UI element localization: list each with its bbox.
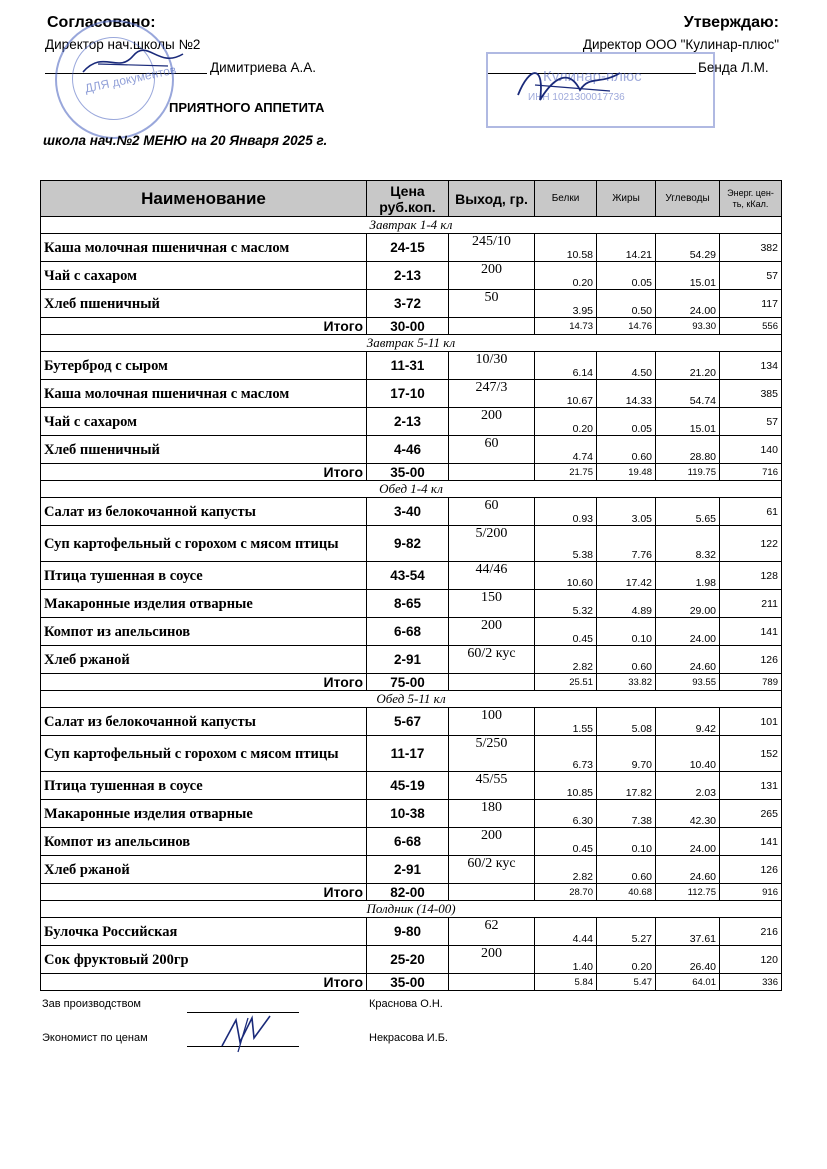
stamp-text: ДЛЯ документов xyxy=(83,62,178,96)
dish-carbs: 24.00 xyxy=(656,618,720,646)
table-row xyxy=(41,590,782,618)
total-price: 35-00 xyxy=(367,974,449,991)
total-protein: 28.70 xyxy=(535,884,597,901)
dish-fat: 9.70 xyxy=(597,736,656,772)
dish-energy: 152 xyxy=(720,736,782,772)
dish-fat: 0.20 xyxy=(597,946,656,974)
dish-carbs: 54.74 xyxy=(656,380,720,408)
table-row xyxy=(41,918,782,946)
economist-signature xyxy=(218,1012,278,1054)
total-protein: 21.75 xyxy=(535,464,597,481)
dish-energy: 385 xyxy=(720,380,782,408)
dish-energy: 211 xyxy=(720,590,782,618)
section-header-row xyxy=(41,691,782,708)
total-output-empty xyxy=(449,884,535,901)
total-price: 82-00 xyxy=(367,884,449,901)
dish-name: Салат из белокочанной капусты xyxy=(41,498,367,526)
dish-fat: 14.33 xyxy=(597,380,656,408)
total-price: 30-00 xyxy=(367,318,449,335)
dish-name: Булочка Российская xyxy=(41,918,367,946)
dish-fat: 0.05 xyxy=(597,408,656,436)
header-protein: Белки xyxy=(535,181,597,217)
dish-carbs: 26.40 xyxy=(656,946,720,974)
dish-carbs: 15.01 xyxy=(656,262,720,290)
dish-output: 180 xyxy=(449,800,535,828)
dish-name: Компот из апельсинов xyxy=(41,618,367,646)
section-header-row xyxy=(41,481,782,498)
total-label: Итого xyxy=(41,318,367,335)
dish-energy: 117 xyxy=(720,290,782,318)
dish-protein: 6.30 xyxy=(535,800,597,828)
dish-name: Хлеб ржаной xyxy=(41,856,367,884)
dish-energy: 126 xyxy=(720,646,782,674)
table-row xyxy=(41,800,782,828)
dish-energy: 101 xyxy=(720,708,782,736)
dish-fat: 0.60 xyxy=(597,646,656,674)
footer-name-production: Краснова О.Н. xyxy=(369,998,443,1010)
dish-carbs: 15.01 xyxy=(656,408,720,436)
total-output-empty xyxy=(449,318,535,335)
menu-table xyxy=(40,180,782,991)
dish-price: 9-80 xyxy=(367,918,449,946)
header-energy: Энерг. цен-ть, кКал. xyxy=(720,181,782,217)
dish-name: Хлеб пшеничный xyxy=(41,290,367,318)
table-row xyxy=(41,526,782,562)
dish-carbs: 42.30 xyxy=(656,800,720,828)
dish-price: 24-15 xyxy=(367,234,449,262)
director-signature xyxy=(78,44,188,84)
dish-carbs: 10.40 xyxy=(656,736,720,772)
approval-right-position: Директор ООО "Кулинар-плюс" xyxy=(582,37,779,52)
dish-output: 5/200 xyxy=(449,526,535,562)
dish-carbs: 24.00 xyxy=(656,828,720,856)
dish-fat: 3.05 xyxy=(597,498,656,526)
dish-energy: 120 xyxy=(720,946,782,974)
dish-price: 5-67 xyxy=(367,708,449,736)
dish-fat: 17.42 xyxy=(597,562,656,590)
table-row xyxy=(41,736,782,772)
table-row xyxy=(41,646,782,674)
total-output-empty xyxy=(449,674,535,691)
total-carbs: 93.55 xyxy=(656,674,720,691)
dish-price: 17-10 xyxy=(367,380,449,408)
header-output: Выход, гр. xyxy=(449,181,535,217)
dish-carbs: 1.98 xyxy=(656,562,720,590)
total-row xyxy=(41,464,782,481)
dish-price: 2-13 xyxy=(367,262,449,290)
dish-price: 43-54 xyxy=(367,562,449,590)
table-row xyxy=(41,408,782,436)
dish-carbs: 37.61 xyxy=(656,918,720,946)
dish-protein: 1.55 xyxy=(535,708,597,736)
dish-name: Птица тушенная в соусе xyxy=(41,772,367,800)
dish-fat: 0.50 xyxy=(597,290,656,318)
dish-output: 245/10 xyxy=(449,234,535,262)
dish-name: Макаронные изделия отварные xyxy=(41,590,367,618)
approval-left-position: Директор нач.школы №2 xyxy=(45,37,201,52)
dish-fat: 0.10 xyxy=(597,618,656,646)
dish-energy: 57 xyxy=(720,408,782,436)
dish-fat: 7.76 xyxy=(597,526,656,562)
table-row xyxy=(41,562,782,590)
total-label: Итого xyxy=(41,464,367,481)
total-label: Итого xyxy=(41,884,367,901)
dish-carbs: 54.29 xyxy=(656,234,720,262)
total-protein: 14.73 xyxy=(535,318,597,335)
dish-protein: 0.45 xyxy=(535,618,597,646)
table-row xyxy=(41,828,782,856)
total-fat: 40.68 xyxy=(597,884,656,901)
dish-fat: 7.38 xyxy=(597,800,656,828)
total-carbs: 119.75 xyxy=(656,464,720,481)
dish-carbs: 5.65 xyxy=(656,498,720,526)
dish-name: Чай с сахаром xyxy=(41,408,367,436)
dish-output: 60 xyxy=(449,498,535,526)
section-title: Завтрак 5-11 кл xyxy=(41,335,782,352)
table-row xyxy=(41,946,782,974)
dish-name: Чай с сахаром xyxy=(41,262,367,290)
dish-fat: 0.10 xyxy=(597,828,656,856)
dish-price: 10-38 xyxy=(367,800,449,828)
total-price: 35-00 xyxy=(367,464,449,481)
dish-output: 60/2 кус xyxy=(449,856,535,884)
total-carbs: 64.01 xyxy=(656,974,720,991)
footer-name-economist: Некрасова И.Б. xyxy=(369,1032,448,1044)
header-price: Цена руб.коп. xyxy=(367,181,449,217)
dish-output: 45/55 xyxy=(449,772,535,800)
dish-name: Птица тушенная в соусе xyxy=(41,562,367,590)
table-row xyxy=(41,498,782,526)
approval-left-name: Димитриева А.А. xyxy=(210,60,317,75)
total-row xyxy=(41,974,782,991)
dish-price: 8-65 xyxy=(367,590,449,618)
total-row xyxy=(41,674,782,691)
dish-price: 11-31 xyxy=(367,352,449,380)
section-header-row xyxy=(41,901,782,918)
table-row xyxy=(41,708,782,736)
dish-energy: 134 xyxy=(720,352,782,380)
dish-name: Компот из апельсинов xyxy=(41,828,367,856)
dish-output: 60 xyxy=(449,436,535,464)
table-row xyxy=(41,436,782,464)
dish-protein: 5.32 xyxy=(535,590,597,618)
dish-energy: 57 xyxy=(720,262,782,290)
total-energy: 556 xyxy=(720,318,782,335)
dish-energy: 382 xyxy=(720,234,782,262)
dish-fat: 4.89 xyxy=(597,590,656,618)
dish-price: 25-20 xyxy=(367,946,449,974)
dish-protein: 0.93 xyxy=(535,498,597,526)
total-row xyxy=(41,884,782,901)
dish-energy: 141 xyxy=(720,828,782,856)
header-name: Наименование xyxy=(41,181,367,217)
dish-protein: 2.82 xyxy=(535,646,597,674)
total-label: Итого xyxy=(41,974,367,991)
dish-protein: 4.44 xyxy=(535,918,597,946)
dish-protein: 0.20 xyxy=(535,262,597,290)
section-title: Завтрак 1-4 кл xyxy=(41,217,782,234)
dish-carbs: 21.20 xyxy=(656,352,720,380)
dish-output: 200 xyxy=(449,408,535,436)
table-row xyxy=(41,234,782,262)
total-row xyxy=(41,318,782,335)
table-row xyxy=(41,618,782,646)
dish-output: 200 xyxy=(449,946,535,974)
dish-carbs: 24.60 xyxy=(656,856,720,884)
document-subtitle: школа нач.№2 МЕНЮ на 20 Января 2025 г. xyxy=(43,133,328,148)
dish-protein: 4.74 xyxy=(535,436,597,464)
dish-protein: 6.14 xyxy=(535,352,597,380)
dish-price: 4-46 xyxy=(367,436,449,464)
dish-fat: 14.21 xyxy=(597,234,656,262)
dish-price: 2-13 xyxy=(367,408,449,436)
footer-role-economist: Экономист по ценам xyxy=(42,1032,148,1044)
header-carbs: Углеводы xyxy=(656,181,720,217)
dish-energy: 61 xyxy=(720,498,782,526)
dish-output: 150 xyxy=(449,590,535,618)
section-title: Полдник (14-00) xyxy=(41,901,782,918)
table-row xyxy=(41,856,782,884)
dish-name: Суп картофельный с горохом с мясом птицы xyxy=(41,736,367,772)
approval-right-title: Утверждаю: xyxy=(683,14,779,31)
dish-output: 200 xyxy=(449,618,535,646)
dish-protein: 10.60 xyxy=(535,562,597,590)
dish-output: 200 xyxy=(449,828,535,856)
dish-output: 247/3 xyxy=(449,380,535,408)
dish-price: 9-82 xyxy=(367,526,449,562)
dish-protein: 2.82 xyxy=(535,856,597,884)
dish-price: 6-68 xyxy=(367,828,449,856)
total-energy: 336 xyxy=(720,974,782,991)
company-director-signature xyxy=(510,55,630,115)
total-label: Итого xyxy=(41,674,367,691)
dish-protein: 10.58 xyxy=(535,234,597,262)
section-header-row xyxy=(41,217,782,234)
dish-price: 11-17 xyxy=(367,736,449,772)
dish-carbs: 24.00 xyxy=(656,290,720,318)
dish-energy: 265 xyxy=(720,800,782,828)
total-protein: 5.84 xyxy=(535,974,597,991)
dish-price: 45-19 xyxy=(367,772,449,800)
dish-energy: 131 xyxy=(720,772,782,800)
dish-price: 2-91 xyxy=(367,646,449,674)
total-fat: 14.76 xyxy=(597,318,656,335)
company-stamp-name: Кулинар-плюс xyxy=(543,68,642,85)
section-title: Обед 1-4 кл xyxy=(41,481,782,498)
dish-energy: 140 xyxy=(720,436,782,464)
dish-output: 200 xyxy=(449,262,535,290)
section-header-row xyxy=(41,335,782,352)
dish-output: 60/2 кус xyxy=(449,646,535,674)
dish-protein: 0.45 xyxy=(535,828,597,856)
table-row xyxy=(41,352,782,380)
total-carbs: 112.75 xyxy=(656,884,720,901)
dish-fat: 5.27 xyxy=(597,918,656,946)
dish-fat: 0.60 xyxy=(597,856,656,884)
header-fat: Жиры xyxy=(597,181,656,217)
dish-energy: 128 xyxy=(720,562,782,590)
table-row xyxy=(41,262,782,290)
dish-price: 2-91 xyxy=(367,856,449,884)
total-energy: 916 xyxy=(720,884,782,901)
table-row xyxy=(41,380,782,408)
dish-carbs: 29.00 xyxy=(656,590,720,618)
dish-protein: 6.73 xyxy=(535,736,597,772)
table-header-row xyxy=(41,181,782,217)
section-title: Обед 5-11 кл xyxy=(41,691,782,708)
total-fat: 5.47 xyxy=(597,974,656,991)
dish-output: 100 xyxy=(449,708,535,736)
footer-role-production: Зав производством xyxy=(42,998,141,1010)
total-fat: 33.82 xyxy=(597,674,656,691)
dish-name: Каша молочная пшеничная с маслом xyxy=(41,380,367,408)
dish-output: 44/46 xyxy=(449,562,535,590)
menu-body xyxy=(41,217,782,991)
dish-output: 5/250 xyxy=(449,736,535,772)
dish-protein: 1.40 xyxy=(535,946,597,974)
approval-right-name: Бенда Л.М. xyxy=(698,60,769,75)
table-row xyxy=(41,772,782,800)
dish-carbs: 8.32 xyxy=(656,526,720,562)
dish-energy: 122 xyxy=(720,526,782,562)
dish-protein: 5.38 xyxy=(535,526,597,562)
dish-fat: 4.50 xyxy=(597,352,656,380)
dish-protein: 0.20 xyxy=(535,408,597,436)
company-stamp-inn: ИНН 1021300017736 xyxy=(528,92,625,103)
dish-carbs: 9.42 xyxy=(656,708,720,736)
total-price: 75-00 xyxy=(367,674,449,691)
dish-output: 10/30 xyxy=(449,352,535,380)
dish-output: 62 xyxy=(449,918,535,946)
dish-fat: 0.05 xyxy=(597,262,656,290)
dish-fat: 17.82 xyxy=(597,772,656,800)
dish-name: Макаронные изделия отварные xyxy=(41,800,367,828)
dish-name: Суп картофельный с горохом с мясом птицы xyxy=(41,526,367,562)
dish-name: Каша молочная пшеничная с маслом xyxy=(41,234,367,262)
dish-fat: 5.08 xyxy=(597,708,656,736)
dish-price: 3-72 xyxy=(367,290,449,318)
total-output-empty xyxy=(449,464,535,481)
dish-name: Бутерброд с сыром xyxy=(41,352,367,380)
dish-energy: 141 xyxy=(720,618,782,646)
dish-energy: 126 xyxy=(720,856,782,884)
dish-name: Хлеб ржаной xyxy=(41,646,367,674)
dish-protein: 10.85 xyxy=(535,772,597,800)
dish-fat: 0.60 xyxy=(597,436,656,464)
total-protein: 25.51 xyxy=(535,674,597,691)
dish-energy: 216 xyxy=(720,918,782,946)
dish-output: 50 xyxy=(449,290,535,318)
total-energy: 716 xyxy=(720,464,782,481)
total-fat: 19.48 xyxy=(597,464,656,481)
dish-carbs: 2.03 xyxy=(656,772,720,800)
total-output-empty xyxy=(449,974,535,991)
dish-name: Хлеб пшеничный xyxy=(41,436,367,464)
dish-price: 3-40 xyxy=(367,498,449,526)
document-title: ПРИЯТНОГО АППЕТИТА xyxy=(169,100,325,115)
dish-price: 6-68 xyxy=(367,618,449,646)
dish-protein: 10.67 xyxy=(535,380,597,408)
dish-name: Сок фруктовый 200гр xyxy=(41,946,367,974)
dish-name: Салат из белокочанной капусты xyxy=(41,708,367,736)
dish-carbs: 24.60 xyxy=(656,646,720,674)
table-row xyxy=(41,290,782,318)
dish-protein: 3.95 xyxy=(535,290,597,318)
dish-carbs: 28.80 xyxy=(656,436,720,464)
total-energy: 789 xyxy=(720,674,782,691)
approval-left-title: Согласовано: xyxy=(47,14,156,31)
total-carbs: 93.30 xyxy=(656,318,720,335)
